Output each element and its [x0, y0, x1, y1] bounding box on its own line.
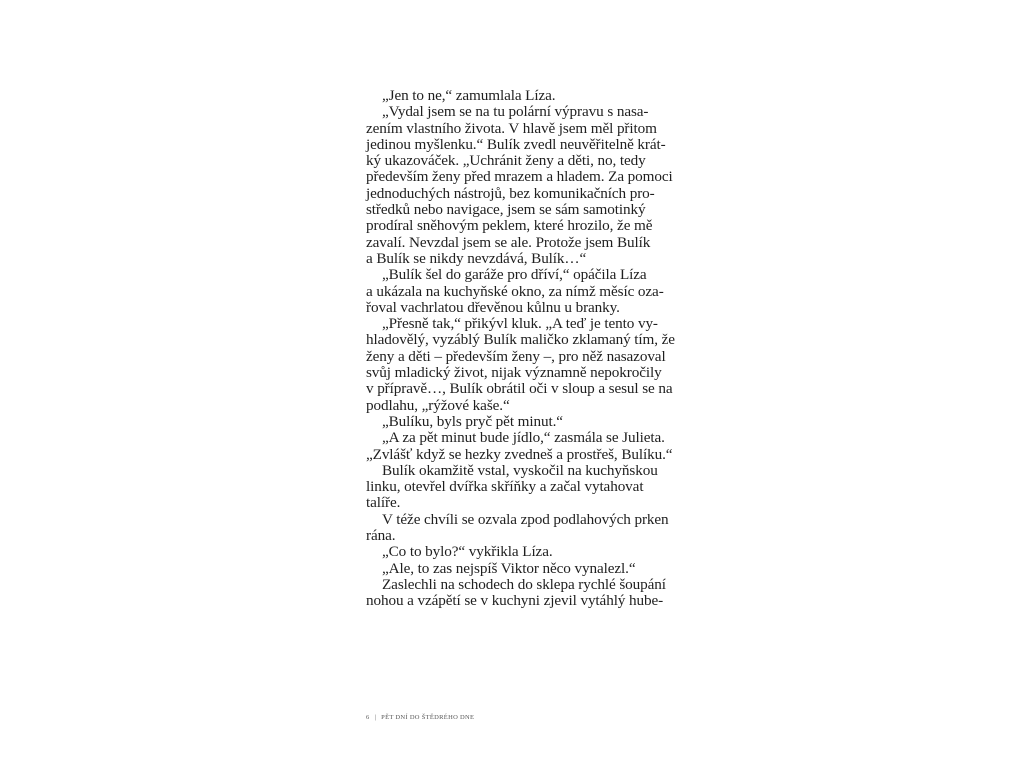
running-footer [366, 713, 474, 723]
text-line: řoval vachrlatou dřevěnou kůlnu u branky. [366, 298, 620, 316]
body-text [366, 88, 711, 610]
text-line: Zaslechli na schodech do sklepa rychlé šoupání [382, 575, 666, 593]
text-line: nohou a vzápětí se v kuchyni zjevil vytáhlý hube- [366, 592, 664, 610]
text-line: talíře. [366, 494, 401, 512]
text-line: v přípravě…, Bulík obrátil oči v sloup a sesul se na [366, 380, 673, 398]
text-line: „Jen to ne,“ zamumlala Líza. [382, 87, 556, 104]
text-line: ženy a děti – především ženy –, pro něž nasazoval [366, 347, 666, 365]
text-line: „A za pět minut bude jídlo,“ zasmála se Julieta. [382, 429, 665, 447]
footer-separator: | [374, 714, 377, 721]
text-line: linku, otevřel dvířka skříňky a začal vytahovat [366, 478, 644, 496]
text-line: „Přesně tak,“ přikývl kluk. „A teď je tento vy- [382, 315, 658, 333]
text-line: především ženy před mrazem a hladem. Za pomoci [366, 168, 673, 186]
text-line: a ukázala na kuchyňské okno, za nímž měsíc oza- [366, 282, 664, 300]
text-line: Bulík okamžitě vstal, vyskočil na kuchyňskou [382, 461, 658, 479]
text-line: V téže chvíli se ozvala zpod podlahových prken [382, 510, 669, 528]
text-line: „Co to bylo?“ vykřikla Líza. [382, 543, 553, 561]
text-line: prodíral sněhovým peklem, které hrozilo, že mě [366, 217, 653, 235]
text-line: a Bulík se nikdy nevzdává, Bulík…“ [366, 249, 587, 267]
text-line: „Bulíku, byls pryč pět minut.“ [382, 412, 563, 430]
text-line: „Zvlášť když se hezky zvedneš a prostřeš, Bulíku.“ [366, 445, 673, 463]
text-line: zením vlastního života. V hlavě jsem měl přitom [366, 119, 657, 137]
text-line: podlahu, „rýžové kaše.“ [366, 396, 510, 414]
text-line: svůj mladický život, nijak významně nepokročily [366, 364, 662, 382]
text-line: „Ale, to zas nejspíš Viktor něco vynalezl.“ [382, 559, 636, 577]
running-title: PĚT DNÍ DO ŠTĚDRÉHO DNE [381, 714, 475, 721]
text-line: hladovělý, vyzáblý Bulík maličko zklamaný tím, že [366, 331, 675, 349]
text-line: rána. [366, 527, 396, 545]
text-line: „Bulík šel do garáže pro dříví,“ opáčila Líza [382, 266, 647, 284]
text-line: jednoduchých nástrojů, bez komunikačních pro- [366, 184, 655, 202]
text-line: zavalí. Nevzdal jsem se ale. Protože jsem Bulík [366, 233, 651, 251]
text-line: středků nebo navigace, jsem se sám samotinký [366, 201, 646, 219]
text-line: „Vydal jsem se na tu polární výpravu s nasa- [382, 103, 649, 121]
text-line: jedinou myšlenku.“ Bulík zvedl neuvěřitelně krát- [366, 135, 666, 153]
text-line: ký ukazováček. „Uchránit ženy a děti, no, tedy [366, 152, 646, 170]
page-number: 6 [366, 714, 370, 721]
